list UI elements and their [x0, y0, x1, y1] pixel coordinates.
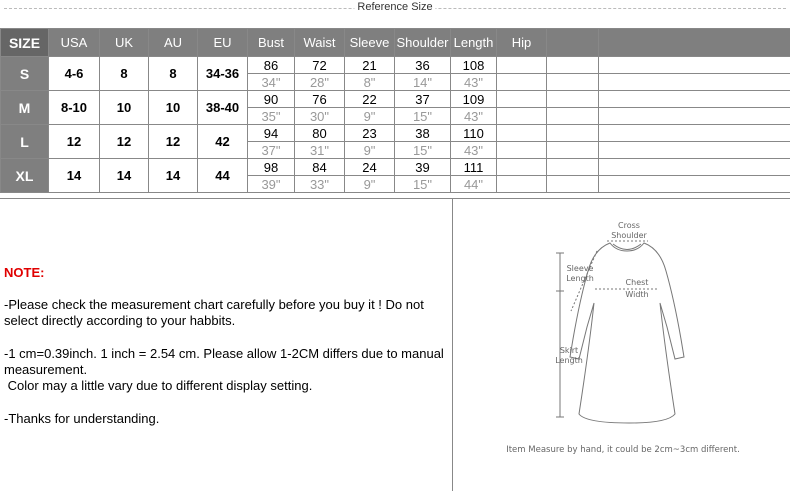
length-cm: 111: [451, 159, 497, 176]
size-label: XL: [1, 159, 49, 193]
blank-cell: [547, 108, 599, 125]
size-label: M: [1, 91, 49, 125]
bust-cm: 98: [248, 159, 295, 176]
sleeve-inch: 9": [345, 142, 395, 159]
bust-inch: 34": [248, 74, 295, 91]
size-label: S: [1, 57, 49, 91]
length-cm: 110: [451, 125, 497, 142]
waist-cm: 80: [295, 125, 345, 142]
header-bust: Bust: [248, 29, 295, 57]
note-line-color: Color may a little vary due to different display setting.: [4, 378, 444, 394]
cross-label-2: Shoulder: [611, 231, 647, 240]
bust-inch: 35": [248, 108, 295, 125]
usa-value: 14: [49, 159, 100, 193]
length-cm: 109: [451, 91, 497, 108]
au-value: 10: [149, 91, 198, 125]
hip-cm: [497, 125, 547, 142]
size-label: L: [1, 125, 49, 159]
table-row: [1, 91, 790, 108]
shoulder-inch: 15": [395, 108, 451, 125]
table-row: [1, 159, 790, 176]
blank-cell: [599, 91, 790, 108]
au-value: 14: [149, 159, 198, 193]
sleeve-cm: 21: [345, 57, 395, 74]
note-line-thanks: -Thanks for understanding.: [4, 411, 444, 427]
bust-cm: 90: [248, 91, 295, 108]
blank-cell: [599, 125, 790, 142]
header-uk: UK: [100, 29, 149, 57]
waist-cm: 84: [295, 159, 345, 176]
blank-cell: [547, 159, 599, 176]
hip-inch: [497, 142, 547, 159]
waist-cm: 76: [295, 91, 345, 108]
hip-cm: [497, 159, 547, 176]
size-chart-table: [0, 28, 790, 193]
chest-label-1: Chest: [626, 278, 649, 287]
note-line-check: -Please check the measurement chart carefully before you buy it ! Do not select directly according to your habbits.: [4, 297, 444, 329]
header-blank-2: [599, 29, 790, 57]
header-eu: EU: [198, 29, 248, 57]
shoulder-cm: 37: [395, 91, 451, 108]
blank-cell: [547, 176, 599, 193]
shoulder-cm: 36: [395, 57, 451, 74]
dress-diagram-svg: [453, 199, 790, 491]
length-cm: 108: [451, 57, 497, 74]
skirt-label-1: Skirt: [560, 346, 578, 355]
length-inch: 43": [451, 74, 497, 91]
reference-size-header: [0, 0, 790, 16]
blank-cell: [599, 74, 790, 91]
header-shoulder: Shoulder: [395, 29, 451, 57]
hip-inch: [497, 176, 547, 193]
skirt-label-2: Length: [555, 356, 583, 365]
measurement-diagram: [453, 199, 790, 491]
header-length: Length: [451, 29, 497, 57]
au-value: 12: [149, 125, 198, 159]
header-usa: USA: [49, 29, 100, 57]
header-blank-1: [547, 29, 599, 57]
blank-cell: [599, 108, 790, 125]
sleeve-inch: 8": [345, 74, 395, 91]
au-value: 8: [149, 57, 198, 91]
waist-inch: 30": [295, 108, 345, 125]
blank-cell: [599, 57, 790, 74]
eu-value: 38-40: [198, 91, 248, 125]
cross-label-1: Cross: [618, 221, 640, 230]
blank-cell: [547, 125, 599, 142]
waist-inch: 28": [295, 74, 345, 91]
usa-value: 4-6: [49, 57, 100, 91]
hip-inch: [497, 108, 547, 125]
sleeve-cm: 22: [345, 91, 395, 108]
bust-inch: 39": [248, 176, 295, 193]
eu-value: 44: [198, 159, 248, 193]
shoulder-inch: 15": [395, 176, 451, 193]
header-waist: Waist: [295, 29, 345, 57]
bust-cm: 86: [248, 57, 295, 74]
length-inch: 44": [451, 176, 497, 193]
usa-value: 8-10: [49, 91, 100, 125]
sleeve-label-2: Length: [566, 274, 594, 283]
eu-value: 42: [198, 125, 248, 159]
header-size: SIZE: [1, 29, 49, 57]
shoulder-cm: 39: [395, 159, 451, 176]
waist-cm: 72: [295, 57, 345, 74]
blank-cell: [547, 142, 599, 159]
usa-value: 12: [49, 125, 100, 159]
length-inch: 43": [451, 108, 497, 125]
bust-cm: 94: [248, 125, 295, 142]
blank-cell: [599, 142, 790, 159]
bottom-section: [0, 198, 790, 491]
header-hip: Hip: [497, 29, 547, 57]
sleeve-inch: 9": [345, 108, 395, 125]
hip-cm: [497, 91, 547, 108]
table-header-row: [1, 29, 790, 57]
notes-panel: [0, 199, 453, 491]
hip-inch: [497, 74, 547, 91]
note-line-conversion: -1 cm=0.39inch. 1 inch = 2.54 cm. Please allow 1-2CM differs due to manual measurement.: [4, 346, 444, 378]
uk-value: 12: [100, 125, 149, 159]
shoulder-cm: 38: [395, 125, 451, 142]
bust-inch: 37": [248, 142, 295, 159]
blank-cell: [599, 176, 790, 193]
sleeve-label-1: Sleeve: [567, 264, 594, 273]
table-row: [1, 125, 790, 142]
uk-value: 8: [100, 57, 149, 91]
eu-value: 34-36: [198, 57, 248, 91]
note-title: NOTE:: [4, 265, 44, 280]
blank-cell: [547, 91, 599, 108]
sleeve-cm: 24: [345, 159, 395, 176]
shoulder-inch: 15": [395, 142, 451, 159]
waist-inch: 31": [295, 142, 345, 159]
sleeve-cm: 23: [345, 125, 395, 142]
chest-label-2: Width: [625, 290, 648, 299]
diagram-caption: Item Measure by hand, it could be 2cm~3cm different.: [506, 445, 740, 455]
uk-value: 14: [100, 159, 149, 193]
blank-cell: [547, 57, 599, 74]
sleeve-inch: 9": [345, 176, 395, 193]
header-au: AU: [149, 29, 198, 57]
length-inch: 43": [451, 142, 497, 159]
shoulder-inch: 14": [395, 74, 451, 91]
uk-value: 10: [100, 91, 149, 125]
reference-size-title: Reference Size: [354, 1, 435, 13]
table-row: [1, 57, 790, 74]
header-sleeve: Sleeve: [345, 29, 395, 57]
blank-cell: [599, 159, 790, 176]
hip-cm: [497, 57, 547, 74]
waist-inch: 33": [295, 176, 345, 193]
blank-cell: [547, 74, 599, 91]
